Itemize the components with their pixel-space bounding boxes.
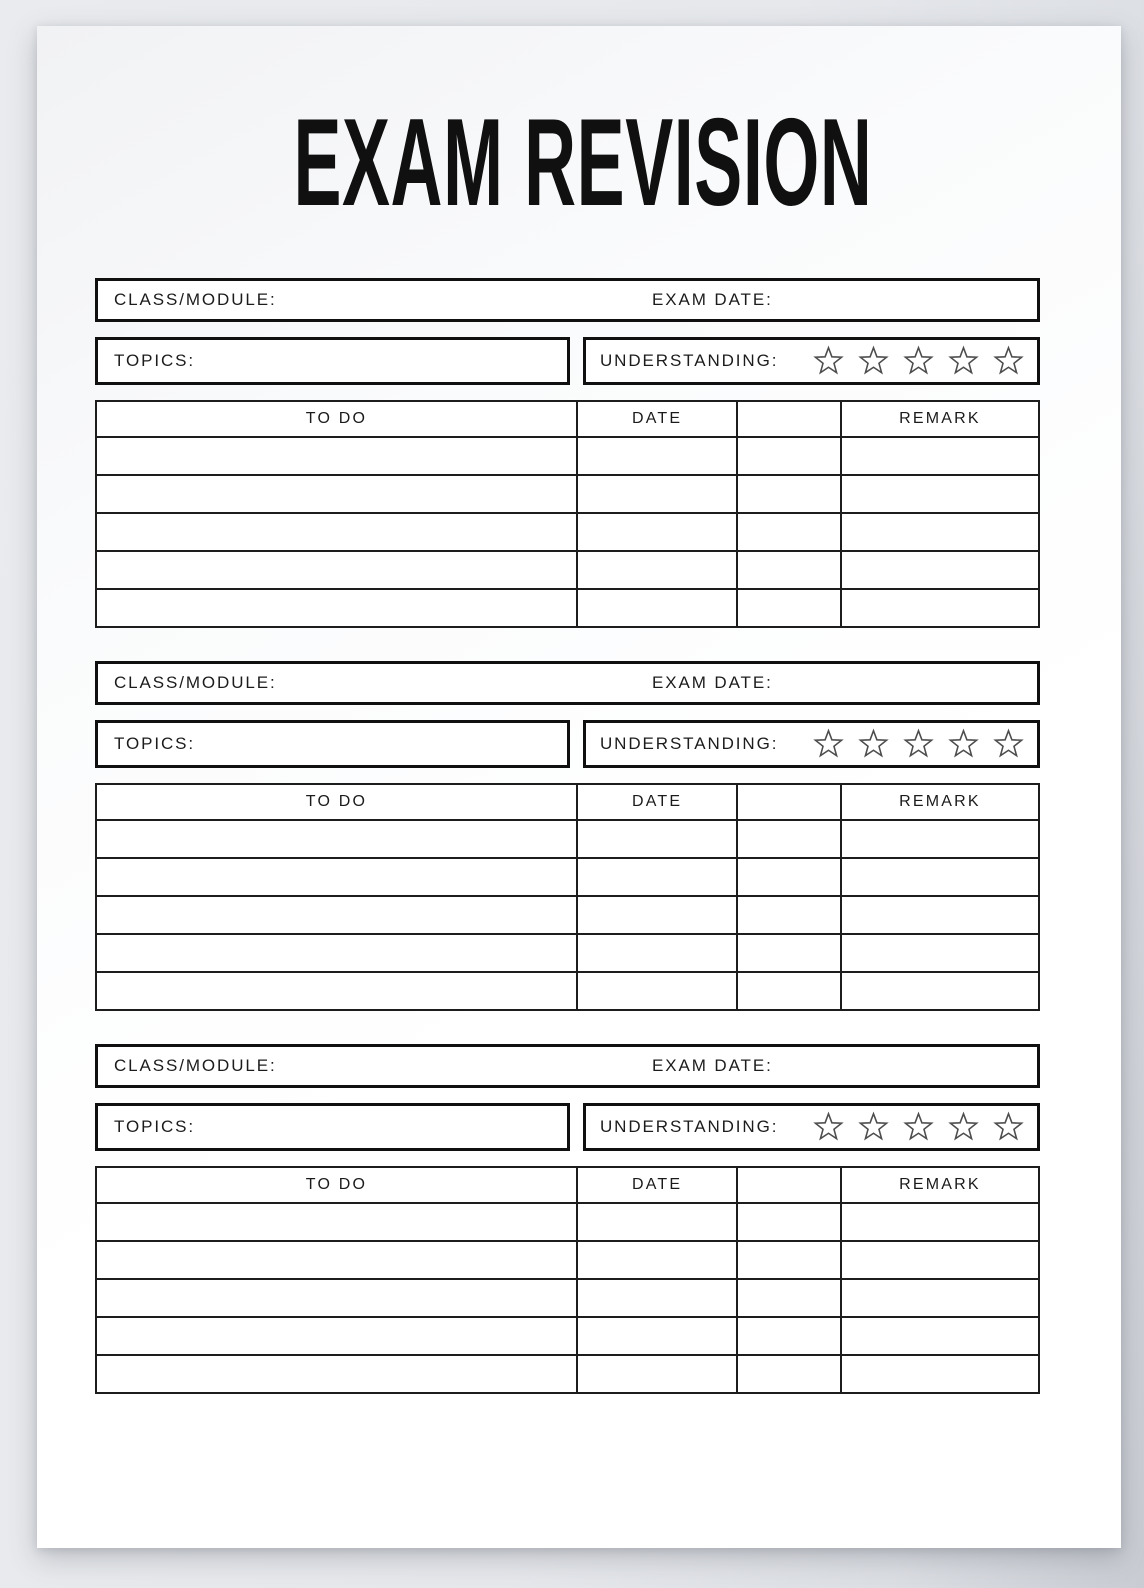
class-module-label: CLASS/MODULE:	[114, 290, 277, 309]
class-module-bar	[95, 1044, 1040, 1088]
exam-date-value-area[interactable]	[773, 1056, 1037, 1076]
table-row	[96, 896, 1039, 934]
topics-box	[95, 1103, 570, 1151]
table-row	[96, 513, 1039, 551]
document-page	[37, 26, 1121, 1548]
understanding-label: UNDERSTANDING:	[600, 351, 779, 370]
todo-table	[95, 400, 1040, 628]
table-row	[96, 475, 1039, 513]
revision-section-3	[95, 1044, 1040, 1394]
topics-label: TOPICS:	[114, 351, 196, 370]
date-column-header: DATE	[577, 1167, 737, 1203]
check-cell[interactable]	[737, 858, 841, 896]
date-cell[interactable]	[577, 858, 737, 896]
star-outline-icon[interactable]	[857, 345, 890, 378]
star-outline-icon[interactable]	[902, 1111, 935, 1144]
table-row	[96, 934, 1039, 972]
remark-cell[interactable]	[841, 1279, 1039, 1317]
todo-cell[interactable]	[96, 858, 577, 896]
class-module-value-area[interactable]	[277, 673, 652, 693]
understanding-box	[583, 720, 1040, 768]
todo-cell[interactable]	[96, 820, 577, 858]
remark-cell[interactable]	[841, 589, 1039, 627]
check-cell[interactable]	[737, 1241, 841, 1279]
remark-cell[interactable]	[841, 513, 1039, 551]
understanding-box	[583, 1103, 1040, 1151]
date-cell[interactable]	[577, 475, 737, 513]
exam-date-label: EXAM DATE:	[652, 673, 773, 692]
table-row	[96, 1203, 1039, 1241]
date-cell[interactable]	[577, 437, 737, 475]
star-outline-icon[interactable]	[947, 728, 980, 761]
date-cell[interactable]	[577, 513, 737, 551]
exam-date-label: EXAM DATE:	[652, 290, 773, 309]
todo-cell[interactable]	[96, 1355, 577, 1393]
star-rating	[812, 1111, 1025, 1144]
remark-cell[interactable]	[841, 820, 1039, 858]
check-cell[interactable]	[737, 1279, 841, 1317]
exam-date-label: EXAM DATE:	[652, 1056, 773, 1075]
topics-value-area[interactable]	[195, 1106, 567, 1148]
date-cell[interactable]	[577, 1317, 737, 1355]
date-cell[interactable]	[577, 1355, 737, 1393]
date-cell[interactable]	[577, 934, 737, 972]
understanding-label: UNDERSTANDING:	[600, 1117, 779, 1136]
class-module-value-area[interactable]	[277, 290, 652, 310]
class-module-label: CLASS/MODULE:	[114, 1056, 277, 1075]
star-outline-icon[interactable]	[812, 1111, 845, 1144]
class-module-value-area[interactable]	[277, 1056, 652, 1076]
star-outline-icon[interactable]	[947, 1111, 980, 1144]
date-cell[interactable]	[577, 1241, 737, 1279]
date-cell[interactable]	[577, 896, 737, 934]
check-cell[interactable]	[737, 1203, 841, 1241]
todo-cell[interactable]	[96, 437, 577, 475]
topics-value-area[interactable]	[195, 723, 567, 765]
todo-column-header: TO DO	[96, 1167, 577, 1203]
understanding-box	[583, 337, 1040, 385]
star-outline-icon[interactable]	[992, 1111, 1025, 1144]
date-cell[interactable]	[577, 1203, 737, 1241]
remark-cell[interactable]	[841, 972, 1039, 1010]
table-row	[96, 1355, 1039, 1393]
todo-column-header: TO DO	[96, 784, 577, 820]
class-module-label: CLASS/MODULE:	[114, 673, 277, 692]
todo-cell[interactable]	[96, 972, 577, 1010]
topics-value-area[interactable]	[195, 340, 567, 382]
blank-column-header	[737, 784, 841, 820]
todo-cell[interactable]	[96, 1279, 577, 1317]
table-row	[96, 1241, 1039, 1279]
remark-column-header: REMARK	[841, 784, 1039, 820]
star-rating	[812, 345, 1025, 378]
star-outline-icon[interactable]	[857, 728, 890, 761]
revision-section-1	[95, 278, 1040, 628]
exam-date-value-area[interactable]	[773, 290, 1037, 310]
check-cell[interactable]	[737, 972, 841, 1010]
class-module-bar	[95, 661, 1040, 705]
table-row	[96, 1317, 1039, 1355]
blank-column-header	[737, 401, 841, 437]
remark-column-header: REMARK	[841, 1167, 1039, 1203]
star-outline-icon[interactable]	[992, 728, 1025, 761]
remark-cell[interactable]	[841, 1355, 1039, 1393]
table-header-row	[96, 1167, 1039, 1203]
table-row	[96, 437, 1039, 475]
star-outline-icon[interactable]	[812, 345, 845, 378]
page-title: EXAM REVISION	[293, 94, 873, 232]
remark-cell[interactable]	[841, 437, 1039, 475]
check-cell[interactable]	[737, 475, 841, 513]
date-column-header: DATE	[577, 784, 737, 820]
blank-column-header	[737, 1167, 841, 1203]
remark-column-header: REMARK	[841, 401, 1039, 437]
date-cell[interactable]	[577, 820, 737, 858]
topics-box	[95, 720, 570, 768]
check-cell[interactable]	[737, 589, 841, 627]
table-row	[96, 589, 1039, 627]
table-row	[96, 820, 1039, 858]
table-row	[96, 551, 1039, 589]
star-outline-icon[interactable]	[902, 345, 935, 378]
check-cell[interactable]	[737, 1317, 841, 1355]
star-rating	[812, 728, 1025, 761]
remark-cell[interactable]	[841, 1317, 1039, 1355]
star-outline-icon[interactable]	[857, 1111, 890, 1144]
table-row	[96, 858, 1039, 896]
todo-table	[95, 783, 1040, 1011]
remark-cell[interactable]	[841, 858, 1039, 896]
todo-cell[interactable]	[96, 475, 577, 513]
todo-cell[interactable]	[96, 1203, 577, 1241]
todo-cell[interactable]	[96, 589, 577, 627]
star-outline-icon[interactable]	[812, 728, 845, 761]
remark-cell[interactable]	[841, 896, 1039, 934]
check-cell[interactable]	[737, 896, 841, 934]
exam-date-value-area[interactable]	[773, 673, 1037, 693]
todo-cell[interactable]	[96, 896, 577, 934]
remark-cell[interactable]	[841, 1203, 1039, 1241]
remark-cell[interactable]	[841, 934, 1039, 972]
remark-cell[interactable]	[841, 551, 1039, 589]
todo-column-header: TO DO	[96, 401, 577, 437]
check-cell[interactable]	[737, 1355, 841, 1393]
date-cell[interactable]	[577, 1279, 737, 1317]
todo-cell[interactable]	[96, 1241, 577, 1279]
table-header-row	[96, 401, 1039, 437]
check-cell[interactable]	[737, 551, 841, 589]
table-row	[96, 1279, 1039, 1317]
star-outline-icon[interactable]	[947, 345, 980, 378]
check-cell[interactable]	[737, 513, 841, 551]
remark-cell[interactable]	[841, 1241, 1039, 1279]
date-cell[interactable]	[577, 589, 737, 627]
check-cell[interactable]	[737, 934, 841, 972]
remark-cell[interactable]	[841, 475, 1039, 513]
todo-cell[interactable]	[96, 551, 577, 589]
check-cell[interactable]	[737, 437, 841, 475]
table-row	[96, 972, 1039, 1010]
check-cell[interactable]	[737, 820, 841, 858]
todo-cell[interactable]	[96, 934, 577, 972]
todo-cell[interactable]	[96, 513, 577, 551]
topics-box	[95, 337, 570, 385]
topics-label: TOPICS:	[114, 734, 196, 753]
star-outline-icon[interactable]	[992, 345, 1025, 378]
date-column-header: DATE	[577, 401, 737, 437]
date-cell[interactable]	[577, 972, 737, 1010]
star-outline-icon[interactable]	[902, 728, 935, 761]
understanding-label: UNDERSTANDING:	[600, 734, 779, 753]
topics-label: TOPICS:	[114, 1117, 196, 1136]
class-module-bar	[95, 278, 1040, 322]
table-header-row	[96, 784, 1039, 820]
todo-table	[95, 1166, 1040, 1394]
todo-cell[interactable]	[96, 1317, 577, 1355]
date-cell[interactable]	[577, 551, 737, 589]
revision-section-2	[95, 661, 1040, 1011]
